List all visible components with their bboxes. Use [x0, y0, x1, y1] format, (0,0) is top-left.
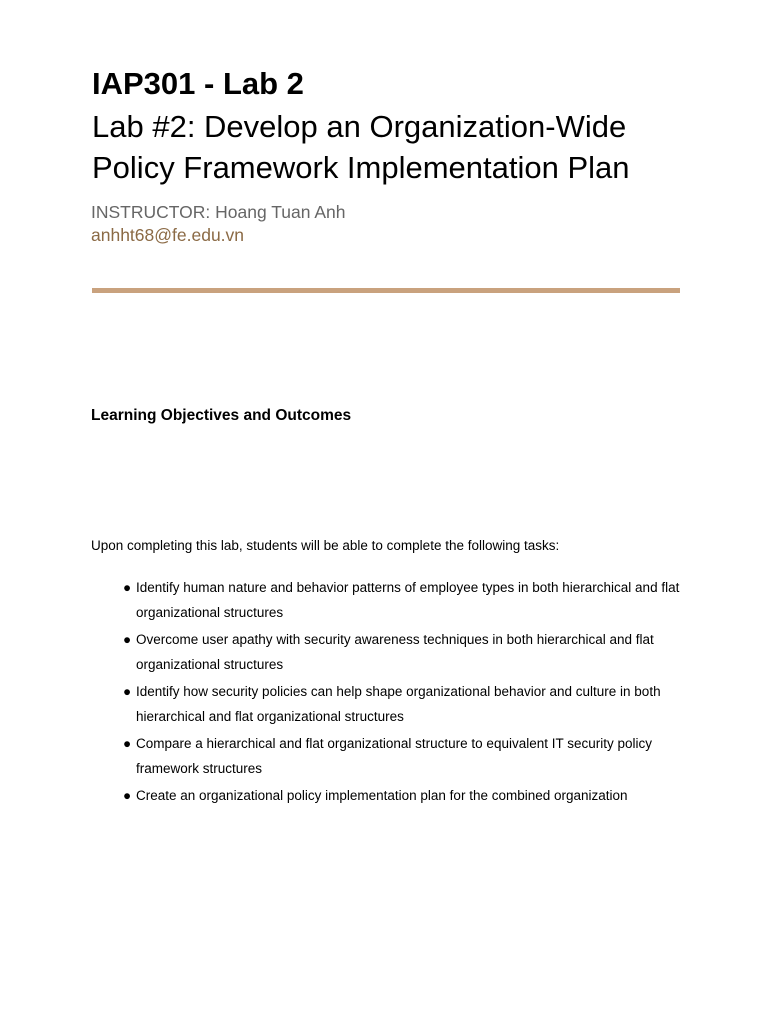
objective-text: Identify how security policies can help shape organizational behavior and culture in both hierarchical and flat organizational structures: [136, 684, 661, 724]
header-divider: [92, 288, 680, 293]
bullet-icon: ●: [123, 580, 132, 595]
bullet-icon: ●: [123, 736, 132, 751]
objective-text: Overcome user apathy with security awareness techniques in both hierarchical and flat organizational structures: [136, 632, 654, 672]
objective-item: [114, 575, 684, 625]
bullet-icon: ●: [123, 632, 132, 647]
objective-item: [114, 783, 684, 808]
objectives-intro: Upon completing this lab, students will be able to complete the following tasks:: [91, 538, 560, 553]
objective-item: [114, 679, 684, 729]
lab-title: Lab #2: Develop an Organization-Wide Policy Framework Implementation Plan: [92, 109, 630, 185]
objective-text: Create an organizational policy implementation plan for the combined organization: [136, 788, 628, 803]
objective-text: Compare a hierarchical and flat organizational structure to equivalent IT security policy framework structures: [136, 736, 653, 776]
objective-item: [114, 731, 684, 781]
bullet-icon: ●: [123, 684, 132, 699]
objectives-list: [114, 575, 684, 810]
learning-objectives-heading: Learning Objectives and Outcomes: [91, 407, 352, 424]
objective-item: [114, 627, 684, 677]
instructor-name: INSTRUCTOR: Hoang Tuan Anh: [91, 202, 346, 222]
instructor-email-link[interactable]: anhht68@fe.edu.vn: [91, 225, 245, 245]
objective-text: Identify human nature and behavior patterns of employee types in both hierarchical and flat organizational structures: [136, 580, 680, 620]
course-code-title: IAP301 - Lab 2: [92, 66, 304, 101]
bullet-icon: ●: [123, 788, 132, 803]
